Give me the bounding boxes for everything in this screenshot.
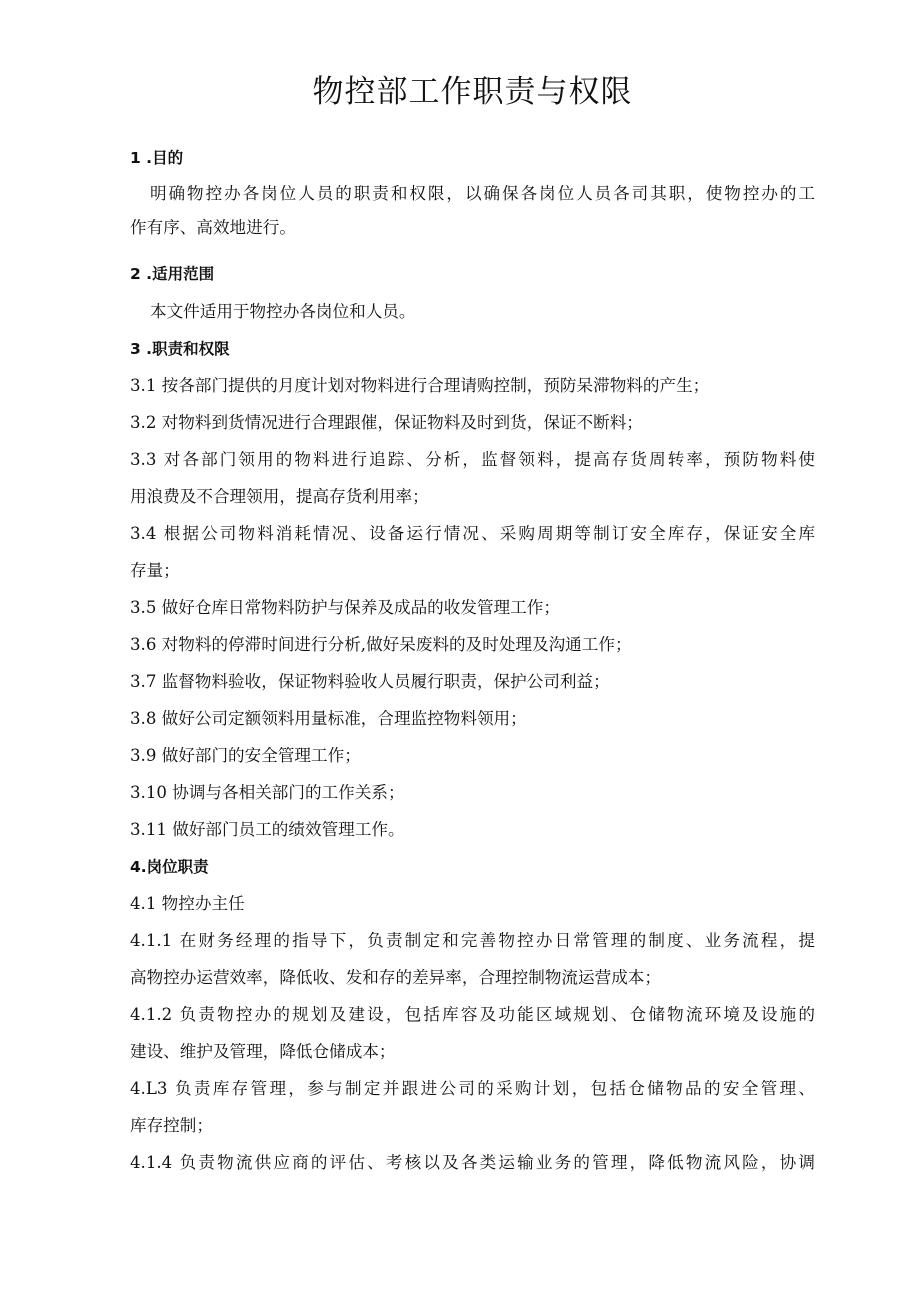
subsection-heading: 4.1 物控办主任	[130, 894, 245, 913]
section-heading-post-duties: 4.岗位职责	[130, 858, 209, 876]
list-item: 3.10 协调与各相关部门的工作关系；	[130, 783, 405, 802]
paragraph-line: 本文件适用于物控办各岗位和人员。	[150, 302, 416, 321]
section-heading-purpose: 1 .目的	[130, 149, 184, 167]
list-item-continuation: 建设、维护及管理，降低仓储成本；	[130, 1042, 396, 1061]
list-item: 3.11 做好部门员工的绩效管理工作。	[130, 820, 405, 839]
list-item: 3.4 根据公司物料消耗情况、设备运行情况、采购周期等制订安全库存，保证安全库	[130, 524, 815, 543]
list-item: 3.1 按各部门提供的月度计划对物料进行合理请购控制，预防呆滞物料的产生；	[130, 376, 710, 395]
section-heading-duties: 3 .职责和权限	[130, 340, 230, 358]
list-item-continuation: 用浪费及不合理领用，提高存货利用率；	[130, 487, 429, 506]
list-item-continuation: 库存控制；	[130, 1116, 213, 1135]
document-title: 物控部工作职责与权限	[312, 74, 633, 110]
list-item: 3.8 做好公司定额领料用量标准，合理监控物料领用；	[130, 709, 527, 728]
list-item: 4.1.1 在财务经理的指导下，负责制定和完善物控办日常管理的制度、业务流程，提	[130, 931, 815, 950]
list-item: 4.1.4 负责物流供应商的评估、考核以及各类运输业务的管理，降低物流风险，协调	[130, 1153, 815, 1172]
list-item: 3.7 监督物料验收，保证物料验收人员履行职责，保护公司利益；	[130, 672, 610, 691]
list-item: 3.6 对物料的停滞时间进行分析,做好呆废料的及时处理及沟通工作；	[130, 635, 632, 654]
list-item: 3.3 对各部门领用的物料进行追踪、分析，监督领料，提高存货周转率，预防物料使	[130, 450, 815, 469]
list-item: 4.L3 负责库存管理，参与制定并跟进公司的采购计划，包括仓储物品的安全管理、	[130, 1079, 815, 1098]
list-item-continuation: 高物控办运营效率，降低收、发和存的差异率，合理控制物流运营成本；	[130, 968, 661, 987]
list-item: 3.2 对物料到货情况进行合理跟催，保证物料及时到货，保证不断料；	[130, 413, 643, 432]
paragraph-line: 明确物控办各岗位人员的职责和权限，以确保各岗位人员各司其职，使物控办的工	[150, 184, 815, 203]
list-item: 3.9 做好部门的安全管理工作；	[130, 746, 361, 765]
section-heading-scope: 2 .适用范围	[130, 265, 215, 283]
list-item: 4.1.2 负责物控办的规划及建设，包括库容及功能区域规划、仓储物流环境及设施的	[130, 1005, 815, 1024]
list-item: 3.5 做好仓库日常物料防护与保养及成品的收发管理工作；	[130, 598, 560, 617]
paragraph-line: 作有序、高效地进行。	[130, 218, 296, 237]
list-item-continuation: 存量；	[130, 561, 180, 580]
